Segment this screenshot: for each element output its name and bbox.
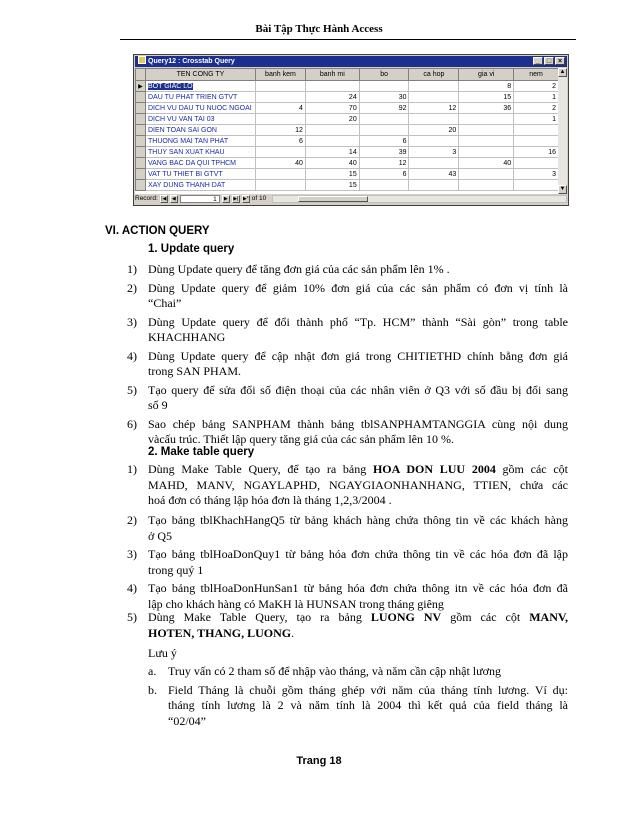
horizontal-scrollbar[interactable]	[272, 195, 567, 203]
record-navigator	[135, 194, 567, 204]
row-selector[interactable]	[136, 169, 146, 180]
note-label: Lưu ý	[148, 646, 177, 660]
table-cell[interactable]: 2	[514, 81, 559, 92]
table-row[interactable]	[136, 125, 559, 136]
list-number: 5)	[127, 610, 137, 624]
update-item: Dùng Update query để tăng đơn giá của các sản phẩm lên 1% .	[148, 262, 450, 276]
table-cell[interactable]: 2	[514, 103, 559, 114]
table-cell[interactable]	[305, 136, 359, 147]
datasheet-grid[interactable]	[135, 68, 559, 194]
table-row[interactable]	[136, 169, 559, 180]
table-row[interactable]	[136, 92, 559, 103]
list-number: a.	[148, 664, 157, 678]
table-cell[interactable]: 20	[409, 125, 459, 136]
table-cell[interactable]	[359, 180, 409, 191]
row-selector-header[interactable]	[136, 69, 146, 81]
window-titlebar[interactable]	[135, 56, 567, 67]
company-name-cell[interactable]	[145, 158, 255, 169]
list-number: 4)	[127, 581, 137, 595]
table-row[interactable]	[136, 103, 559, 114]
column-header[interactable]: nem	[514, 69, 559, 81]
vertical-scrollbar[interactable]	[558, 68, 567, 194]
table-cell[interactable]: 15	[459, 92, 514, 103]
column-header[interactable]: gia vi	[459, 69, 514, 81]
table-cell[interactable]: 20	[305, 114, 359, 125]
cell-text: DIEN TOAN SAI GON	[147, 126, 217, 134]
company-name-cell[interactable]	[145, 92, 255, 103]
table-cell[interactable]	[409, 180, 459, 191]
list-number: b.	[148, 682, 157, 697]
page-header: Bài Tập Thực Hành Access	[255, 23, 383, 35]
cell-text: BOT GIAC LO	[147, 82, 193, 90]
crosstab-query-window[interactable]	[133, 54, 569, 206]
table-cell[interactable]: 12	[409, 103, 459, 114]
table-cell[interactable]: 24	[305, 92, 359, 103]
company-name-cell[interactable]	[145, 103, 255, 114]
header-rule	[120, 39, 576, 40]
section-title: VI. ACTION QUERY	[105, 225, 210, 237]
row-selector[interactable]	[136, 125, 146, 136]
row-selector[interactable]	[136, 114, 146, 125]
record-count: of 10	[251, 195, 267, 202]
record-number-input[interactable]: 1	[180, 195, 220, 203]
list-number: 2)	[127, 513, 137, 527]
column-header[interactable]: banh mi	[305, 69, 359, 81]
company-name-cell[interactable]	[145, 147, 255, 158]
list-number: 4)	[127, 348, 137, 363]
window-title: Query12 : Crosstab Query	[148, 58, 235, 65]
prev-record-icon[interactable]: ◀	[170, 195, 178, 203]
table-cell[interactable]	[459, 136, 514, 147]
table-cell[interactable]: 43	[409, 169, 459, 180]
update-item: Dùng Update query để giảm 10% đơn giá của các sản phẩm có đơn vị tính là “Chai”	[148, 280, 568, 310]
list-number: 6)	[127, 416, 137, 431]
column-header[interactable]: TEN CONG TY	[145, 69, 255, 81]
make-item: Tạo bảng tblHoaDonHunSan1 từ bảng hóa đơn chứa thông itn về các hóa đơn đã lập cho khách hàng có MaKH là HUNSAN trong tháng giêng	[148, 581, 568, 611]
table-row[interactable]	[136, 114, 559, 125]
table-cell[interactable]: 6	[359, 169, 409, 180]
table-cell[interactable]	[514, 180, 559, 191]
table-cell[interactable]	[409, 81, 459, 92]
table-cell[interactable]: 12	[255, 125, 305, 136]
table-cell[interactable]	[255, 169, 305, 180]
table-cell[interactable]: 36	[459, 103, 514, 114]
table-cell[interactable]	[305, 81, 359, 92]
table-cell[interactable]	[359, 81, 409, 92]
table-row[interactable]	[136, 158, 559, 169]
maximize-button[interactable]: □	[544, 57, 554, 65]
table-cell[interactable]	[305, 125, 359, 136]
update-item: Dùng Update query để cập nhật đơn giá trong CHITIETHD chính bằng đơn giá trong SAN PHAM.	[148, 348, 568, 378]
list-number: 1)	[127, 462, 137, 476]
table-cell[interactable]: 39	[359, 147, 409, 158]
cell-text: XAY DUNG THANH DAT	[147, 181, 226, 189]
row-selector[interactable]	[136, 92, 146, 103]
minimize-button[interactable]: _	[533, 57, 543, 65]
table-cell[interactable]: 14	[305, 147, 359, 158]
table-cell[interactable]	[255, 92, 305, 103]
table-cell[interactable]: 3	[409, 147, 459, 158]
list-number: 1)	[127, 262, 137, 276]
company-name-cell[interactable]	[145, 180, 255, 191]
column-header[interactable]: bo	[359, 69, 409, 81]
first-record-icon[interactable]: |◀	[161, 196, 167, 202]
cell-text: DICH VU VAN TAI 03	[147, 115, 215, 123]
next-record-icon[interactable]: ▶	[222, 195, 230, 203]
list-number: 3)	[127, 314, 137, 329]
table-cell[interactable]	[409, 114, 459, 125]
table-cell[interactable]	[409, 136, 459, 147]
datasheet-table	[135, 68, 559, 191]
table-cell[interactable]: 12	[359, 158, 409, 169]
note-item: Field Tháng là chuỗi gồm tháng ghép với năm của tháng tính lương. Ví dụ: tháng tính lương là 2 và năm tính là 2004 thì kết quả của field tháng là “02/04”	[168, 682, 568, 728]
make-item-5: Dùng Make Table Query, tạo ra bảng LUONG NV gồm các cột MANV, HOTEN, THANG, LUONG.	[148, 610, 568, 640]
row-selector[interactable]	[136, 158, 146, 169]
table-cell[interactable]: 8	[459, 81, 514, 92]
table-cell[interactable]: 40	[305, 158, 359, 169]
cell-text: DICH VU DAU TU NUOC NGOAI	[147, 104, 252, 112]
table-cell[interactable]: 40	[255, 158, 305, 169]
last-record-icon[interactable]: ▶|	[233, 196, 239, 202]
table-cell[interactable]: 30	[359, 92, 409, 103]
company-name-cell[interactable]	[145, 81, 255, 92]
update-item: Dùng Update query để đổi thành phố “Tp. HCM” thành “Sài gòn” trong table KHACHHANG	[148, 314, 568, 344]
table-cell[interactable]: 4	[255, 103, 305, 114]
row-selector[interactable]	[136, 103, 146, 114]
table-cell[interactable]: 1	[514, 92, 559, 103]
table-cell[interactable]	[514, 125, 559, 136]
row-selector[interactable]	[136, 136, 146, 147]
column-header[interactable]: banh kem	[255, 69, 305, 81]
table-cell[interactable]	[255, 81, 305, 92]
table-cell[interactable]	[459, 169, 514, 180]
table-cell[interactable]	[409, 92, 459, 103]
table-cell[interactable]	[459, 180, 514, 191]
table-row[interactable]	[136, 147, 559, 158]
table-row[interactable]	[136, 81, 559, 92]
table-row[interactable]	[136, 180, 559, 191]
company-name-cell[interactable]	[145, 114, 255, 125]
table-cell[interactable]: 40	[459, 158, 514, 169]
subsection-update-query: 1. Update query	[148, 243, 235, 255]
make-item: Tạo bảng tblHoaDonQuy1 từ bảng hóa đơn chứa thông tin về các hóa đơn đã lập trong quý 1	[148, 547, 568, 577]
row-selector[interactable]	[136, 147, 146, 158]
cell-text: THUONG MAI TAN PHAT	[147, 137, 229, 145]
update-item: Sao chép bảng SANPHAM thành bảng tblSANPHAMTANGGIA cùng nội dung vàcấu trúc. Thiết lập query tăng giá của các sản phẩm lên 10 %.	[148, 416, 568, 446]
table-cell[interactable]: 16	[514, 147, 559, 158]
table-cell[interactable]: 1	[514, 114, 559, 125]
table-cell[interactable]: 70	[305, 103, 359, 114]
table-cell[interactable]: 6	[255, 136, 305, 147]
table-cell[interactable]	[255, 147, 305, 158]
company-name-cell[interactable]	[145, 125, 255, 136]
table-cell[interactable]	[459, 147, 514, 158]
table-cell[interactable]	[459, 114, 514, 125]
table-cell[interactable]: 92	[359, 103, 409, 114]
table-cell[interactable]	[255, 180, 305, 191]
scroll-thumb[interactable]	[298, 196, 368, 202]
table-cell[interactable]	[459, 125, 514, 136]
close-button[interactable]: ×	[555, 57, 565, 65]
query-icon	[138, 56, 146, 64]
table-cell[interactable]	[359, 125, 409, 136]
page-footer: Trang 18	[296, 755, 342, 767]
table-row[interactable]	[136, 136, 559, 147]
cell-text: DAU TU PHAT TRIEN GTVT	[147, 93, 238, 101]
make-item-1: Dùng Make Table Query, để tạo ra bảng HOA DON LUU 2004 gồm các cột MAHD, MANV, NGAYLAPHD, NGAYGIAONHANHANG, TTIEN, chứa các hoá đơn có tháng lập hóa đơn là tháng 1,2,3/2004 .	[148, 462, 568, 507]
list-number: 5)	[127, 382, 137, 397]
record-label: Record:	[135, 195, 158, 202]
column-header[interactable]: ca hop	[409, 69, 459, 81]
company-name-cell[interactable]	[145, 136, 255, 147]
table-cell[interactable]: 15	[305, 180, 359, 191]
new-record-icon[interactable]: ▶*	[242, 196, 249, 202]
cell-text: VANG BAC DA QUI TPHCM	[147, 159, 237, 167]
table-cell[interactable]	[255, 114, 305, 125]
note-item: Truy vấn có 2 tham số để nhập vào tháng, và năm cần cập nhật lương	[168, 664, 501, 678]
cell-text: VAT TU THIET BI GTVT	[147, 170, 223, 178]
company-name-cell[interactable]	[145, 169, 255, 180]
table-cell[interactable]: 15	[305, 169, 359, 180]
table-cell[interactable]	[514, 136, 559, 147]
table-cell[interactable]: 3	[514, 169, 559, 180]
list-number: 2)	[127, 280, 137, 295]
current-record-icon[interactable]: ▶	[136, 81, 146, 92]
subsection-make-table-query: 2. Make table query	[148, 446, 255, 458]
make-item: Tạo bảng tblKhachHangQ5 từ bảng khách hàng chứa thông tin về các khách hàng ở Q5	[148, 513, 568, 543]
table-cell[interactable]	[514, 158, 559, 169]
row-selector[interactable]	[136, 180, 146, 191]
scroll-up-icon[interactable]: ▲	[559, 69, 566, 75]
list-number: 3)	[127, 547, 137, 561]
update-item: Tạo query để sửa đổi số điện thoại của các nhân viên ở Q3 với số đầu bị đổi sang số 9	[148, 382, 568, 412]
table-cell[interactable]	[359, 114, 409, 125]
table-cell[interactable]	[409, 158, 459, 169]
cell-text: THUY SAN XUAT KHAU	[147, 148, 225, 156]
table-cell[interactable]: 6	[359, 136, 409, 147]
scroll-down-icon[interactable]: ▼	[559, 186, 566, 192]
